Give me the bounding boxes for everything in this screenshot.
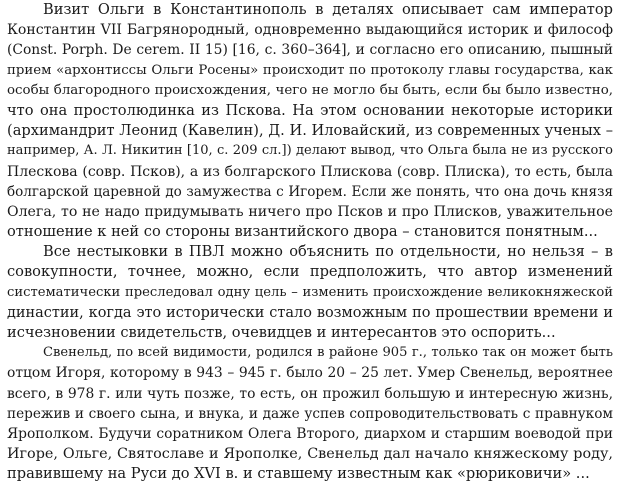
- text-line: особы благородного происхождения, чего не могло бы быть, если бы было известно,: [7, 82, 613, 98]
- text-line: пережив и своего сына, и внука, и даже успев сопроводительствовать с правнуком: [7, 405, 613, 422]
- text-line: отцом Игоря, которому в 943 – 945 г. было 20 – 25 лет. Умер Свенельд, вероятнее: [7, 365, 613, 382]
- text-line: прием «архонтиссы Ольги Росены» происходит по протоколу главы государства, как: [7, 62, 613, 78]
- text-line: Визит Ольги в Константинополь в деталях описывает сам император: [43, 1, 613, 18]
- text-line: Ярополком. Будучи соратником Олега Второго, диархом и старшим воеводой при: [7, 425, 613, 442]
- document-page: [7, 0, 613, 485]
- text-line: династии, когда это исторически стало возможным по прошествии времени и: [7, 304, 613, 321]
- text-line: всего, в 978 г. или чуть позже, то есть, он прожил большую и интересную жизнь,: [7, 385, 613, 402]
- paragraph-svenald: [7, 343, 613, 484]
- text-line: правившему на Руси до XVI в. и ставшему известным как «рюриковичи» ...: [7, 465, 590, 483]
- text-line: например, А. Л. Никитин [10, с. 209 сл.]) делают вывод, что Ольга была не из русского: [7, 143, 613, 159]
- text-line: болгарской царевной до замужества с Игорем. Если же понять, что она дочь князя: [7, 183, 613, 200]
- text-line: Свенельд, по всей видимости, родился в районе 905 г., только так он может быть: [43, 345, 613, 361]
- text-line: Олега, то не надо придумывать ничего про Псков и про Плисков, уважительное: [7, 203, 613, 220]
- text-line: Игоре, Ольге, Святославе и Ярополке, Свенельд дал начало княжескому роду,: [7, 446, 613, 463]
- text-line: (Const. Porph. De cerem. II 15) [16, с. 360–364], и согласно его описанию, пышный: [7, 42, 613, 59]
- text-line: что она простолюдинка из Пскова. На этом основании некоторые историки: [7, 101, 613, 119]
- paragraph-pvl-inconsistencies: [7, 242, 613, 343]
- paragraph-olga-visit: [7, 0, 613, 242]
- text-line: систематически преследовал одну цель – изменить происхождение великокняжеской: [7, 284, 613, 300]
- text-line: (архимандрит Леонид (Кавелин), Д. И. Иловайский, из современных ученых –: [7, 122, 613, 140]
- text-line: совокупности, точнее, можно, если предположить, что автор изменений: [7, 263, 613, 281]
- text-line: Константин VII Багрянородный, одновременно выдающийся историк и философ: [7, 22, 613, 39]
- text-line: исчезновении свидетельств, очевидцев и интересантов это оспорить...: [7, 324, 556, 341]
- text-line: Все нестыковки в ПВЛ можно объяснить по отдельности, но нельзя – в: [43, 243, 613, 261]
- text-line: отношение к ней со стороны византийского двора – становится понятным...: [7, 223, 598, 241]
- text-line: Плескова (совр. Псков), а из болгарского Плискова (совр. Плиска), то есть, была: [7, 163, 613, 180]
